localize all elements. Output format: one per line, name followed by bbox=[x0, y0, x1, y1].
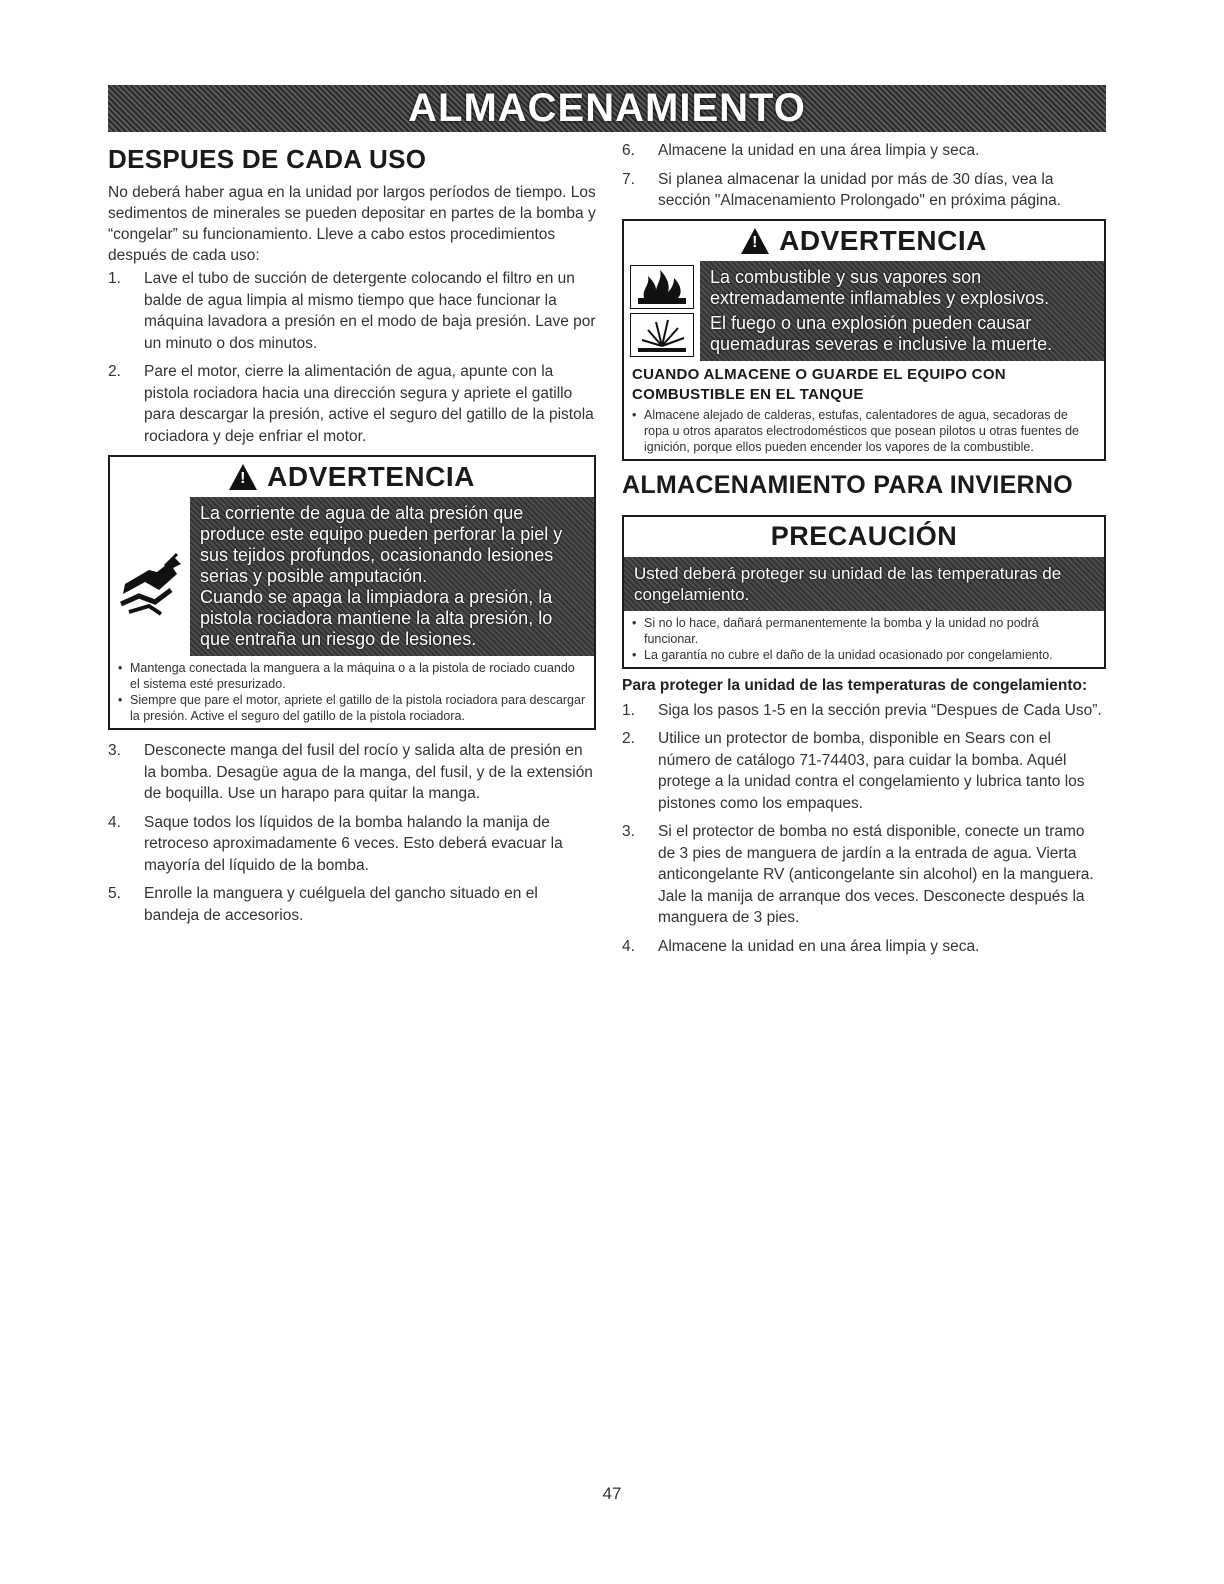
warning-box-fuel bbox=[622, 219, 1106, 461]
list-item: 1. Lave el tubo de succión de detergente colocando el filtro en un balde de agua limpia al mismo tiempo que hace funcionar la máquina lavadora a presión en el modo de baja presión. Lave por un minuto o dos minutos. bbox=[108, 270, 596, 352]
warning-title: ! ADVERTENCIA bbox=[624, 221, 1104, 261]
warning-box-pressure bbox=[108, 455, 596, 730]
list-item: • La garantía no cubre el daño de la unidad ocasionado por congelamiento. bbox=[632, 647, 1053, 662]
left-column bbox=[108, 140, 596, 933]
list-item: 2. Pare el motor, cierre la alimentación de agua, apunte con la pistola rociadora hacia una dirección segura y apriete el gatillo para descargar la presión, active el seguro del gatillo de la pistola rociadora y deje enfriar el motor. bbox=[108, 363, 594, 445]
warning-subhead: CUANDO ALMACENE O GUARDE EL EQUIPO CON COMBUSTIBLE EN EL TANQUE bbox=[632, 365, 1006, 403]
heading-almacenamiento-invierno: ALMACENAMIENTO PARA INVIERNO bbox=[622, 470, 1074, 499]
warning-message: La combustible y sus vapores son extremadamente inflamables y explosivos. El fuego o una explosión pueden causar quemaduras severas e inclusive la muerte. bbox=[700, 261, 1104, 361]
list-item: 3. Desconecte manga del fusil del rocío y salida alta de presión en la bomba. Desagüe agua de la manga, del fusil, y de la extensión de boquilla. Use un harapo para quitar la manga. bbox=[108, 742, 593, 802]
caution-bullets bbox=[624, 611, 1104, 667]
warning-bullets bbox=[110, 656, 594, 728]
steps-list-c bbox=[622, 140, 1106, 212]
steps-list-d bbox=[622, 700, 1106, 958]
list-item: 5. Enrolle la manguera y cuélguela del gancho situado en el bandeja de accesorios. bbox=[108, 885, 538, 924]
warning-bullets bbox=[624, 407, 1104, 459]
list-item: 3. Si el protector de bomba no está disponible, conecte un tramo de 3 pies de manguera de jardín a la entrada de agua. Vierta anticongelante RV (anticongelante sin alcohol) en la manguera. Jale la manija de arranque dos veces. Desconecte después la manguera de 3 pies. bbox=[622, 823, 1094, 926]
steps-list-b bbox=[108, 740, 596, 926]
right-column bbox=[622, 140, 1106, 964]
page-number: 47 bbox=[602, 1484, 622, 1503]
winter-lead: Para proteger la unidad de las temperaturas de congelamiento: bbox=[622, 676, 1088, 694]
caution-title: PRECAUCIÓN bbox=[770, 521, 958, 551]
high-pressure-injection-icon bbox=[110, 497, 190, 656]
heading-despues-de-cada-uso: DESPUES DE CADA USO bbox=[108, 144, 427, 174]
intro-paragraph: No deberá haber agua en la unidad por largos períodos de tiempo. Los sedimentos de minerales se pueden depositar en partes de la bomba y “congelar” su funcionamiento. Lleve a cabo estos procedimientos después de cada uso: bbox=[108, 184, 596, 264]
warning-triangle-icon: ! bbox=[229, 464, 257, 490]
list-item: 4. Almacene la unidad en una área limpia y seca. bbox=[622, 937, 980, 955]
section-banner bbox=[108, 85, 1106, 132]
list-item: • Siempre que pare el motor, apriete el gatillo de la pistola rociadora para descargar la presión. Active el seguro del gatillo de la pistola rociadora. bbox=[118, 693, 586, 723]
warning-title: ! ADVERTENCIA bbox=[110, 457, 594, 497]
list-item: 2. Utilice un protector de bomba, disponible en Sears con el número de catálogo 71-74403, para cuidar la bomba. Aquél protege a la unidad contra el congelamiento y lubrica tanto los pistones como los empaques. bbox=[622, 730, 1085, 812]
list-item: 6. Almacene la unidad en una área limpia y seca. bbox=[622, 142, 980, 159]
warning-message: La corriente de agua de alta presión que produce este equipo pueden perforar la piel y sus tejidos profundos, ocasionando lesiones serias y posible amputación. Cuando se apaga la limpiadora a presión, la pistola rociadora mantiene la alta presión, lo que entraña un riesgo de lesiones. bbox=[190, 497, 594, 656]
list-item: 7. Si planea almacenar la unidad por más de 30 días, vea la sección "Almacenamiento Prolongado" en próxima página. bbox=[622, 170, 1062, 209]
fire-icon bbox=[630, 265, 694, 309]
list-item: • Mantenga conectada la manguera a la máquina o a la pistola de rociado cuando el sistema esté presurizado. bbox=[118, 661, 575, 691]
list-item: 1. Siga los pasos 1-5 en la sección previa “Despues de Cada Uso”. bbox=[622, 701, 1102, 719]
list-item: • Almacene alejado de calderas, estufas, calentadores de agua, secadoras de ropa u otros aparatos electrodomésticos que posean pilotos u otras fuentes de ignición, porque ellos pueden encender los vapores de la combustible. bbox=[632, 407, 1079, 454]
list-item: 4. Saque todos los líquidos de la bomba halando la manija de retroceso aproximadamente 6 veces. Esto deberá evacuar la mayoría del líquido de la bomba. bbox=[108, 813, 563, 874]
explosion-icon bbox=[630, 313, 694, 357]
caution-box bbox=[622, 515, 1106, 669]
steps-list-a bbox=[108, 268, 596, 447]
list-item: • Si no lo hace, dañará permanentemente la bomba y la unidad no podrá funcionar. bbox=[632, 615, 1039, 646]
banner-title: ALMACENAMIENTO bbox=[408, 86, 806, 130]
caution-message: Usted deberá proteger su unidad de las temperaturas de congelamiento. bbox=[624, 557, 1104, 611]
warning-triangle-icon: ! bbox=[741, 228, 769, 254]
